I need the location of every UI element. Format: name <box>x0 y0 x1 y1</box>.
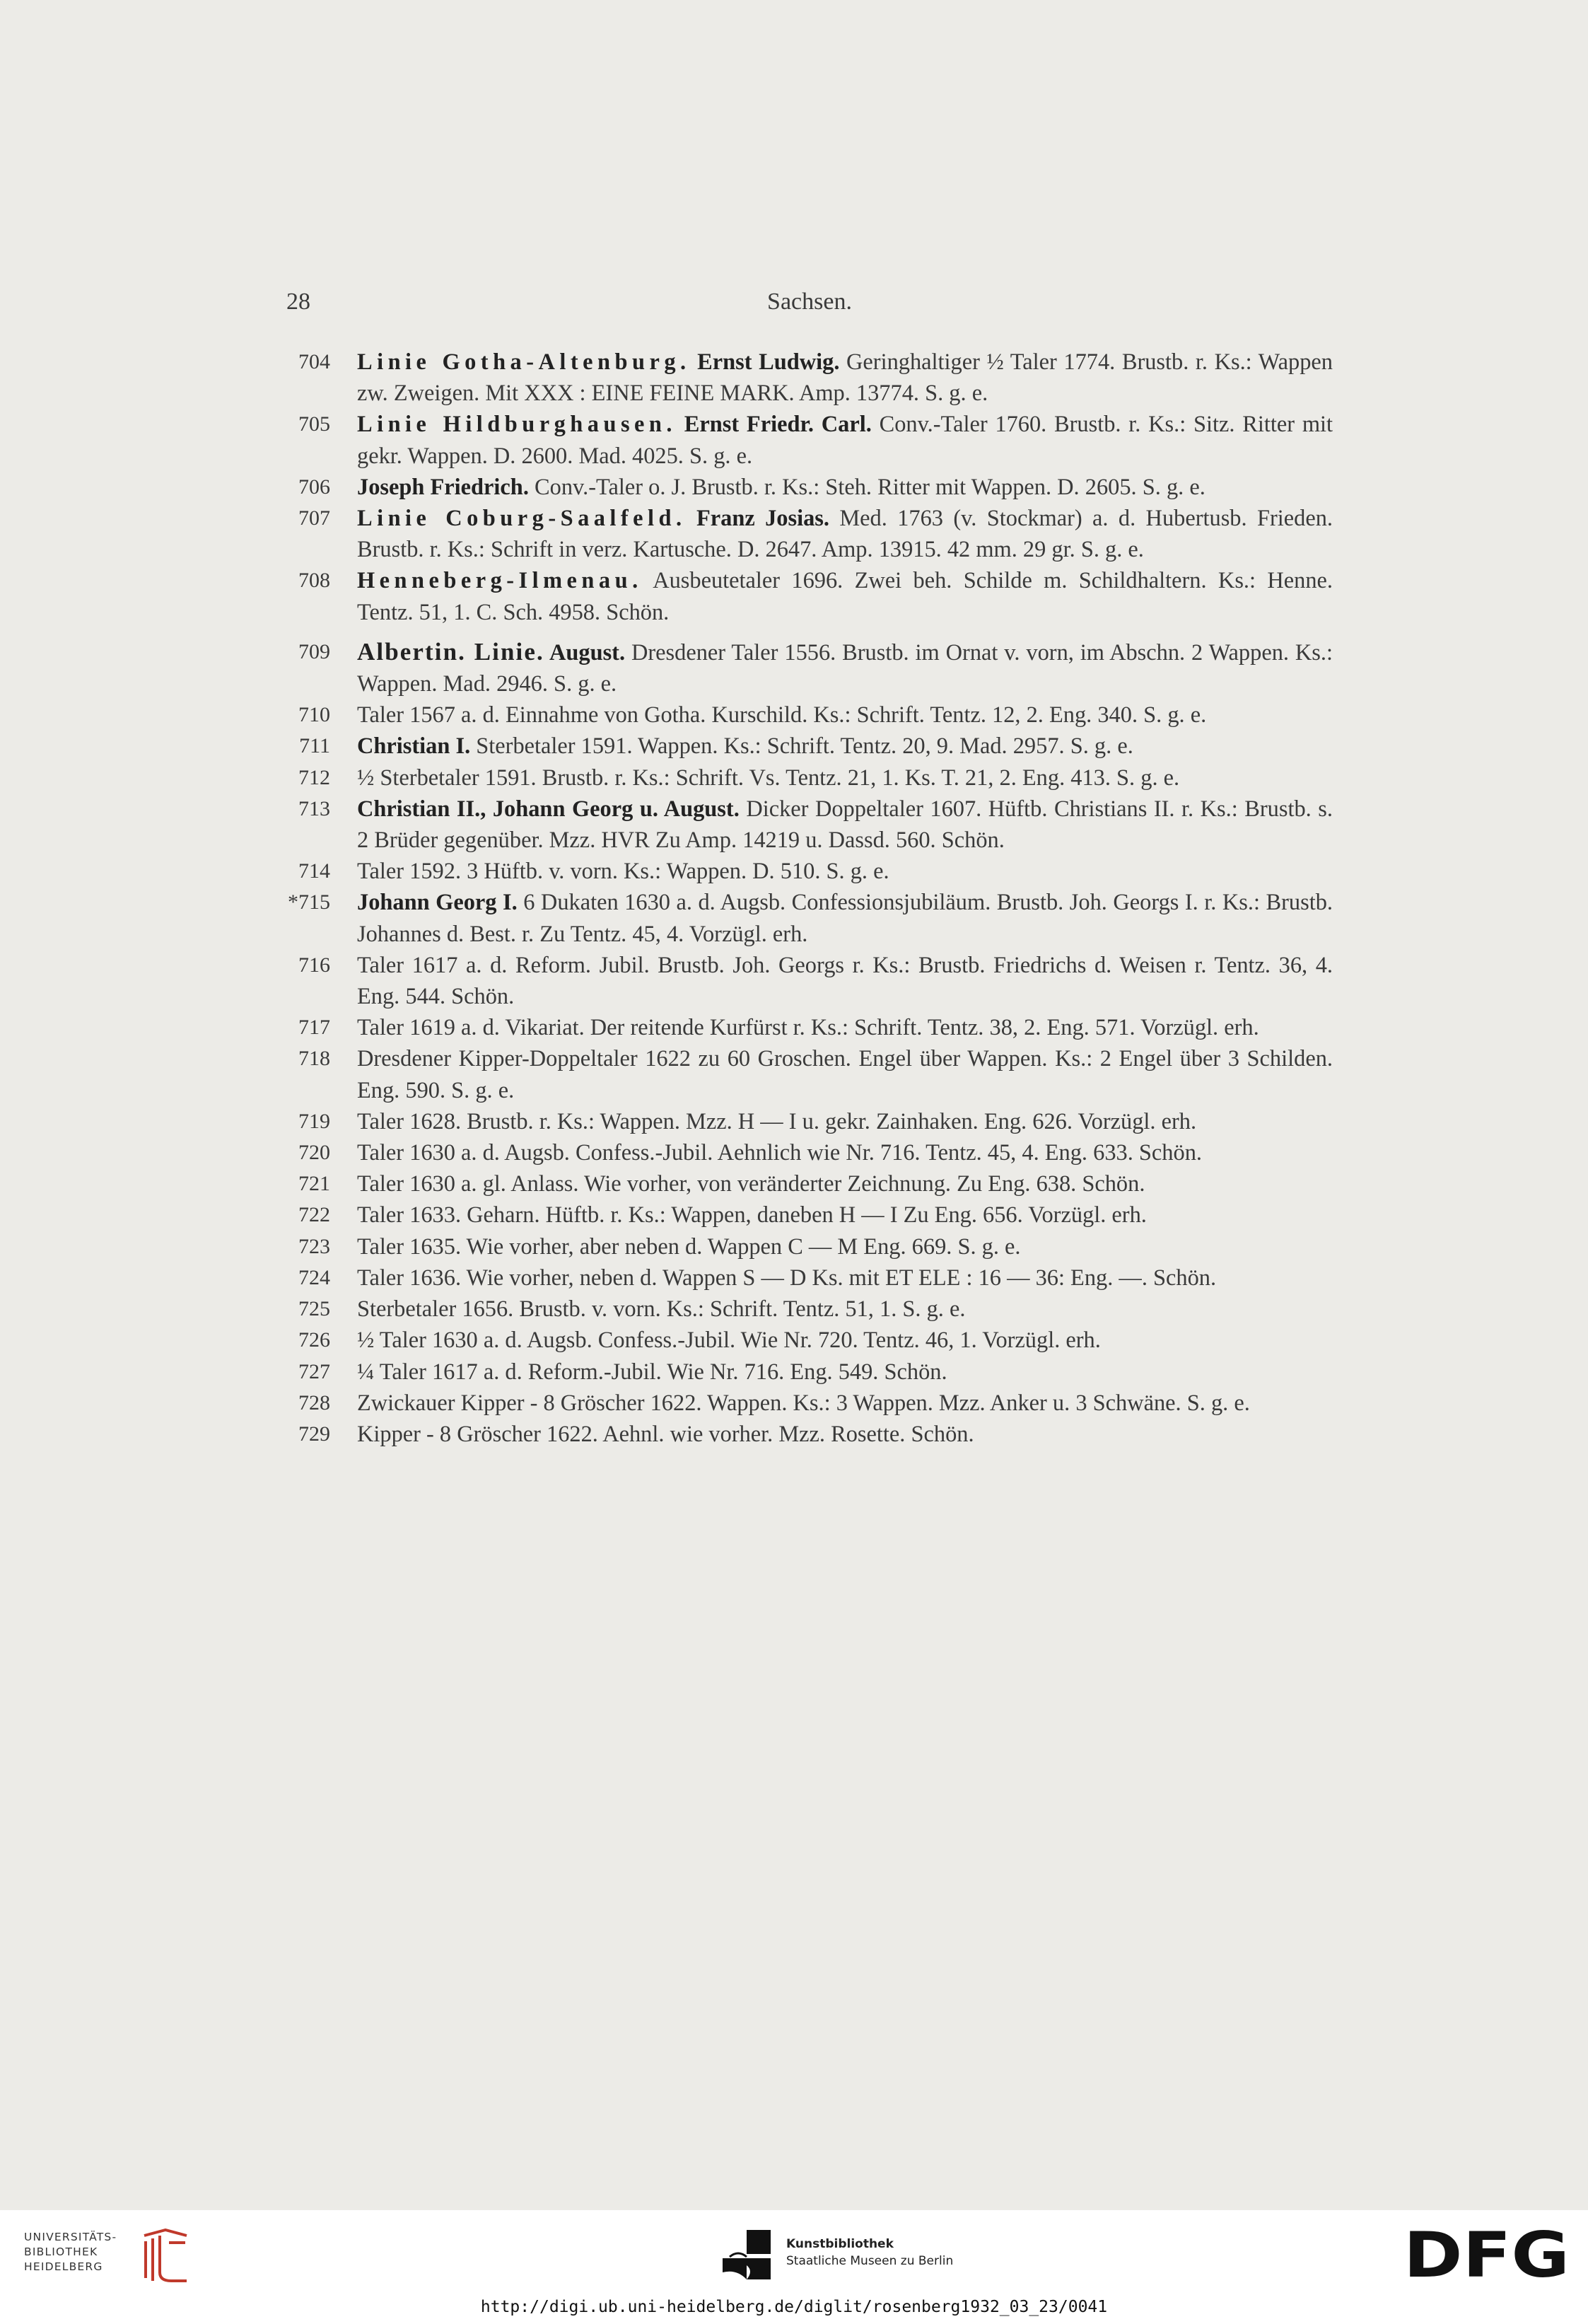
dfg-logo[interactable] <box>1403 2227 1573 2284</box>
entry-description: ¼ Taler 1617 a. d. Reform.-Jubil. Wie Nr. 716. Eng. 549. Schön. <box>357 1359 947 1385</box>
entry-number: 716 <box>298 953 330 977</box>
catalog-entry <box>279 503 1333 565</box>
catalog-entry <box>279 1262 1333 1294</box>
entry-number: 706 <box>298 475 330 499</box>
catalog-entry <box>279 762 1333 794</box>
dfg-logo-text: DFG <box>1403 2227 1570 2284</box>
catalog-entry <box>279 1043 1333 1105</box>
kunstbibliothek-text <box>786 2236 953 2270</box>
catalog-entry <box>279 1012 1333 1043</box>
source-url-link[interactable]: http://digi.ub.uni-heidelberg.de/diglit/rosenberg1932_03_23/0041 <box>480 2298 1108 2316</box>
catalog-entry <box>279 887 1333 949</box>
entry-number: 719 <box>298 1109 330 1133</box>
entry-description: ½ Taler 1630 a. d. Augsb. Confess.-Jubil. Wie Nr. 720. Tentz. 46, 1. Vorzügl. erh. <box>357 1327 1101 1354</box>
entry-number: 704 <box>298 350 330 373</box>
catalog-entry <box>279 794 1333 856</box>
entry-ruler-name: August. <box>544 639 626 666</box>
entry-number: 709 <box>298 639 330 663</box>
entry-description: Geringhaltiger ½ Taler 1774. Brustb. r. Ks.: Wappen zw. Zweigen. Mit XXX : EINE FEINE MARK. Amp. 13774. S. g. e. <box>357 349 1333 407</box>
ub-line: BIBLIOTHEK <box>24 2245 98 2258</box>
catalog-entry <box>279 472 1333 503</box>
catalog-entry <box>279 1325 1333 1356</box>
catalog-entry <box>279 1294 1333 1325</box>
running-head: Sachsen. <box>767 289 852 315</box>
entry-number: 721 <box>298 1172 330 1196</box>
catalog-entry <box>279 1231 1333 1262</box>
entry-number: 725 <box>298 1297 330 1321</box>
entry-description: Dresdener Taler 1556. Brustb. im Ornat v. vorn, im Abschn. 2 Wappen. Ks.: Wappen. Mad. 2946. S. g. e. <box>357 639 1333 697</box>
footer-bar <box>0 2210 1588 2324</box>
entry-number: 713 <box>298 796 330 820</box>
entry-description: Med. 1763 (v. Stockmar) a. d. Hubertusb. Frieden. Brustb. r. Ks.: Schrift in verz. Kartusche. D. 2647. Amp. 13915. 42 mm. 29 gr. S. g. e. <box>357 506 1333 563</box>
entry-line-heading: Henneberg-Ilmenau. <box>357 568 643 594</box>
entry-number: 707 <box>298 506 330 530</box>
entry-number: 722 <box>298 1203 330 1227</box>
entry-number: 724 <box>298 1265 330 1289</box>
entry-description: Taler 1619 a. d. Vikariat. Der reitende Kurfürst r. Ks.: Schrift. Tentz. 38, 2. Eng. 571. Vorzügl. erh. <box>357 1015 1259 1041</box>
catalog-entry <box>279 1419 1333 1450</box>
catalog-entry <box>279 409 1333 471</box>
entry-number: 728 <box>298 1390 330 1414</box>
entry-description: Sterbetaler 1656. Brustb. v. vorn. Ks.: Schrift. Tentz. 51, 1. S. g. e. <box>357 1296 966 1323</box>
entry-number: 705 <box>298 412 330 436</box>
entry-line-heading: Linie Hildburghausen. <box>357 412 677 438</box>
entry-number: 727 <box>298 1359 330 1383</box>
catalog-entry <box>279 1356 1333 1388</box>
entry-ruler-name: Ernst Ludwig. <box>690 349 840 375</box>
page-number: 28 <box>286 289 310 315</box>
entry-description: Taler 1630 a. gl. Anlass. Wie vorher, von veränderter Zeichnung. Zu Eng. 638. Schön. <box>357 1171 1145 1197</box>
entry-number: 708 <box>298 569 330 593</box>
catalog-entry <box>279 950 1333 1012</box>
entry-description: Zwickauer Kipper - 8 Gröscher 1622. Wappen. Ks.: 3 Wappen. Mzz. Anker u. 3 Schwäne. S. g. e. <box>357 1390 1250 1416</box>
entry-description: Taler 1635. Wie vorher, aber neben d. Wappen C — M Eng. 669. S. g. e. <box>357 1233 1021 1260</box>
entry-ruler-name: Christian I. <box>357 733 471 760</box>
kunstbibliothek-mark-icon <box>723 2230 772 2279</box>
entry-description: Taler 1567 a. d. Einnahme von Gotha. Kurschild. Ks.: Schrift. Tentz. 12, 2. Eng. 340. S. g. e. <box>357 702 1207 728</box>
ub-heidelberg-logo[interactable] <box>24 2230 201 2279</box>
entry-description: 6 Dukaten 1630 a. d. Augsb. Confessionsjubiläum. Brustb. Joh. Georgs I. r. Ks.: Brustb. Johannes d. Best. r. Zu Tentz. 45, 4. Vorzügl. erh. <box>357 890 1333 947</box>
entry-number: 710 <box>298 703 330 727</box>
entry-number: 717 <box>298 1016 330 1040</box>
entry-ruler-name: Franz Josias. <box>686 506 829 532</box>
catalog-entry <box>279 699 1333 731</box>
entry-number: 720 <box>298 1141 330 1165</box>
entry-number: *715 <box>288 890 330 914</box>
catalog-entry <box>279 731 1333 762</box>
entry-number: 711 <box>299 734 330 758</box>
entry-description: Taler 1636. Wie vorher, neben d. Wappen S — D Ks. mit ET ELE : 16 — 36: Eng. —. Schön. <box>357 1265 1217 1291</box>
entry-ruler-name: Johann Georg I. <box>357 890 518 916</box>
entry-description: Taler 1633. Geharn. Hüftb. r. Ks.: Wappen, daneben H — I Zu Eng. 656. Vorzügl. erh. <box>357 1202 1147 1228</box>
entry-number: 718 <box>298 1047 330 1071</box>
entry-ruler-name: Christian II., Johann Georg u. August. <box>357 796 740 822</box>
catalog-entries <box>279 347 1333 1450</box>
entry-description: Taler 1630 a. d. Augsb. Confess.-Jubil. Aehnlich wie Nr. 716. Tentz. 45, 4. Eng. 633. Schön. <box>357 1140 1202 1166</box>
entry-line-heading: Linie Coburg-Saalfeld. <box>357 506 687 532</box>
entry-number: 723 <box>298 1234 330 1258</box>
entry-number: 729 <box>298 1422 330 1446</box>
entry-line-heading: Linie Gotha-Altenburg. <box>357 349 691 375</box>
entry-description: Taler 1592. 3 Hüftb. v. vorn. Ks.: Wappen. D. 510. S. g. e. <box>357 859 889 885</box>
ub-line: HEIDELBERG <box>24 2260 103 2273</box>
entry-description: Taler 1617 a. d. Reform. Jubil. Brustb. Joh. Georgs r. Ks.: Brustb. Friedrichs d. Weisen r. Tentz. 36, 4. Eng. 544. Schön. <box>357 952 1333 1010</box>
entry-ruler-name: Joseph Friedrich. <box>357 474 529 500</box>
entry-ruler-name: Ernst Friedr. Carl. <box>676 412 872 438</box>
catalog-entry <box>279 1106 1333 1137</box>
entry-line-heading: Albertin. Linie. <box>357 637 544 666</box>
entry-description: Dicker Doppeltaler 1607. Hüftb. Christians II. r. Ks.: Brustb. s. 2 Brüder gegenüber. Mzz. HVR Zu Amp. 14219 u. Dassd. 560. Schön. <box>357 796 1333 854</box>
kunstbibliothek-logo[interactable] <box>723 2226 1034 2282</box>
catalog-entry <box>279 565 1333 627</box>
kb-subtitle: Staatliche Museen zu Berlin <box>786 2254 954 2268</box>
catalog-entry <box>279 347 1333 409</box>
entry-description: Dresdener Kipper-Doppeltaler 1622 zu 60 Groschen. Engel über Wappen. Ks.: 2 Engel über 3 Schilden. Eng. 590. S. g. e. <box>357 1046 1333 1103</box>
ub-heidelberg-mark-icon <box>137 2229 194 2285</box>
catalog-entry <box>279 1137 1333 1168</box>
catalog-entry <box>279 1199 1333 1231</box>
ub-line: UNIVERSITÄTS- <box>24 2231 117 2243</box>
entry-description: Kipper - 8 Gröscher 1622. Aehnl. wie vorher. Mzz. Rosette. Schön. <box>357 1421 974 1447</box>
entry-description: Conv.-Taler o. J. Brustb. r. Ks.: Steh. Ritter mit Wappen. D. 2605. S. g. e. <box>528 474 1205 500</box>
catalog-entry <box>279 637 1333 699</box>
entry-description: Conv.-Taler 1760. Brustb. r. Ks.: Sitz. Ritter mit gekr. Wappen. D. 2600. Mad. 4025. S. g. e. <box>357 412 1333 469</box>
catalog-entry <box>279 1388 1333 1419</box>
kb-title: Kunstbibliothek <box>786 2237 894 2251</box>
entry-description: ½ Sterbetaler 1591. Brustb. r. Ks.: Schrift. Vs. Tentz. 21, 1. Ks. T. 21, 2. Eng. 413. S. g. e. <box>357 765 1180 791</box>
entry-number: 712 <box>298 765 330 789</box>
catalog-entry <box>279 856 1333 887</box>
ub-heidelberg-text <box>24 2230 117 2274</box>
entry-description: Sterbetaler 1591. Wappen. Ks.: Schrift. Tentz. 20, 9. Mad. 2957. S. g. e. <box>470 733 1133 760</box>
entry-number: 714 <box>298 859 330 883</box>
catalog-entry <box>279 1168 1333 1199</box>
entry-description: Taler 1628. Brustb. r. Ks.: Wappen. Mzz. H — I u. gekr. Zainhaken. Eng. 626. Vorzügl. erh. <box>357 1108 1197 1134</box>
page-header <box>286 289 1333 324</box>
entry-description: Ausbeutetaler 1696. Zwei beh. Schilde m. Schildhaltern. Ks.: Henne. Tentz. 51, 1. C. Sch. 4958. Schön. <box>357 568 1333 625</box>
entry-number: 726 <box>298 1328 330 1352</box>
